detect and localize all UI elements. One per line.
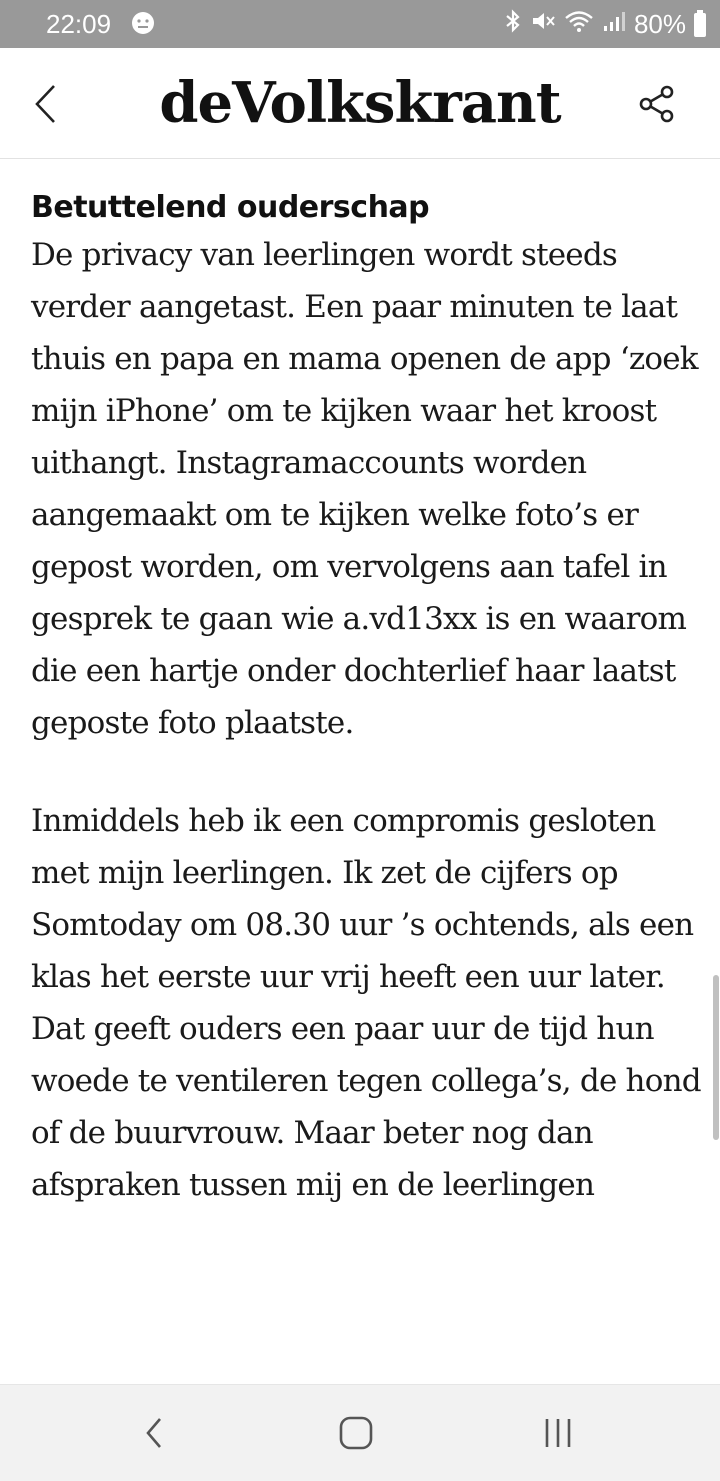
wifi-icon — [564, 9, 594, 40]
navigation-bar — [0, 1384, 720, 1481]
nav-back-button[interactable] — [124, 1411, 184, 1455]
nav-home-button[interactable] — [326, 1411, 386, 1455]
mute-icon — [530, 9, 556, 40]
status-time: 22:09 — [46, 9, 112, 39]
back-nav-icon — [142, 1415, 166, 1451]
masthead-logo: deVolkskrant — [159, 70, 561, 136]
battery-icon — [694, 13, 706, 37]
article-subheading: Betuttelend ouderschap — [31, 190, 430, 225]
app-header — [0, 48, 720, 159]
share-button[interactable] — [636, 82, 680, 126]
status-bar — [0, 0, 720, 48]
home-nav-icon — [338, 1415, 374, 1451]
recents-nav-icon — [541, 1415, 575, 1451]
nav-recents-button[interactable] — [528, 1411, 588, 1455]
article-paragraph: Inmiddels heb ik een compromis gesloten met mijn leerlingen. Ik zet de cijfers op Somtoday om 08.30 uur ’s ochtends, als een klas het eerste uur vrij heeft een uur later. Dat geeft ouders een paar uur de tijd hun woede te ventileren tegen collega’s, de hond of de buurvrouw. Maar beter nog dan afspraken tussen mij en de leerlingen — [31, 803, 701, 1203]
signal-icon — [602, 9, 626, 40]
face-icon — [130, 10, 156, 43]
bluetooth-icon — [504, 9, 522, 40]
article-body — [31, 190, 701, 1211]
article-paragraph: De privacy van leerlingen wordt steeds verder aangetast. Een paar minuten te laat thuis en papa en mama openen de app ‘zoek mijn iPhone’ om te kijken waar het kroost uithangt. Instagramaccounts worden aangemaakt om te kijken welke foto’s er gepost worden, om vervolgens aan tafel in gesprek te gaan wie a.vd13xx is en waarom die een hartje onder dochterlief haar laatst geposte foto plaatste. — [31, 237, 698, 741]
status-icons — [504, 9, 706, 40]
share-icon — [636, 82, 680, 126]
battery-percent: 80% — [633, 9, 686, 39]
scrollbar[interactable] — [713, 975, 719, 1140]
